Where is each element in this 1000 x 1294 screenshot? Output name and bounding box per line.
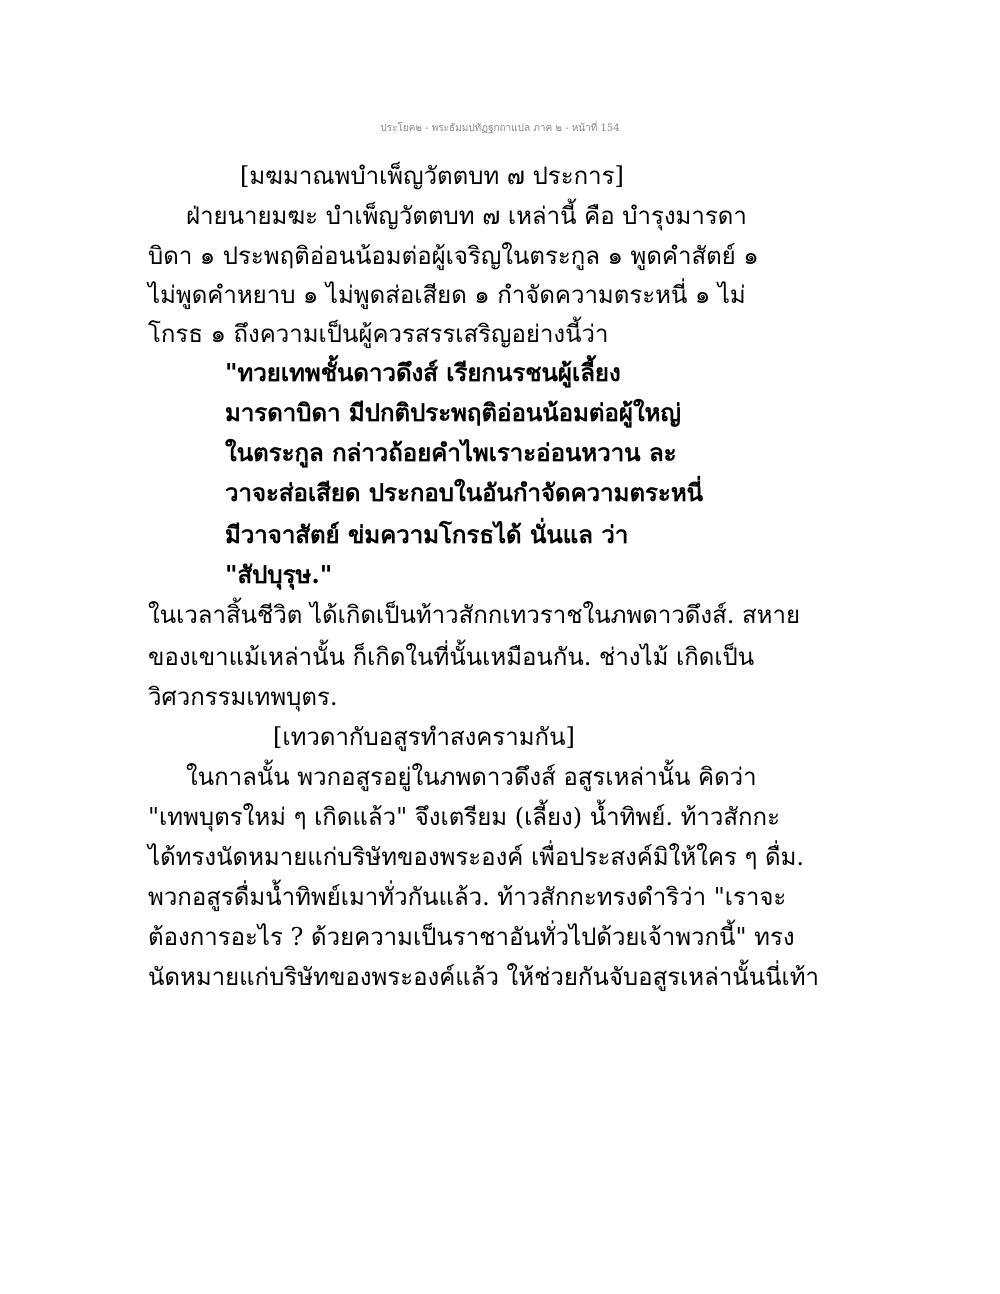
verse-line: "ทวยเทพชั้นดาวดึงส์ เรียกนรชนผู้เลี้ยง [225, 358, 621, 387]
verse-line: มีวาจาสัตย์ ข่มความโกรธได้ นั่นแล ว่า [225, 520, 629, 549]
verse-line: วาจะส่อเสียด ประกอบในอันกำจัดความตระหนี่ [225, 478, 704, 507]
paragraph-line: นัดหมายแก่บริษัทของพระองค์แล้ว ให้ช่วยกันจับอสูรเหล่านั้นนี่เท้า [148, 963, 820, 991]
section-heading: [เทวดากับอสูรทำสงครามกัน] [273, 723, 575, 751]
page-header: ประโยค๒ - พระธัมมปทัฏฐกถาแปล ภาค ๒ - หน้าที่ 154 [380, 123, 620, 134]
verse-line: มารดาบิดา มีปกติประพฤติอ่อนน้อมต่อผู้ใหญ่ [225, 398, 681, 427]
paragraph-line: บิดา ๑ ประพฤติอ่อนน้อมต่อผู้เจริญในตระกูล ๑ พูดคำสัตย์ ๑ [148, 242, 759, 270]
paragraph-line: วิศวกรรมเทพบุตร. [148, 683, 338, 711]
paragraph-line: ในเวลาสิ้นชีวิต ได้เกิดเป็นท้าวสักกเทวราชในภพดาวดึงส์. สหาย [148, 601, 801, 629]
paragraph-line: โกรธ ๑ ถึงความเป็นผู้ควรสรรเสริญอย่างนี้ว่า [148, 320, 609, 348]
paragraph-line: ต้องการอะไร ? ด้วยความเป็นราชาอันทั่วไปด้วยเจ้าพวกนี้" ทรง [148, 923, 795, 951]
paragraph-line: พวกอสูรดื่มน้ำทิพย์เมาทั่วกันแล้ว. ท้าวสักกะทรงดำริว่า "เราจะ [148, 883, 787, 911]
verse-line: "สัปบุรุษ." [225, 560, 333, 589]
paragraph-line: "เทพบุตรใหม่ ๆ เกิดแล้ว" จึงเตรียม (เลี้ยง) น้ำทิพย์. ท้าวสักกะ [148, 803, 780, 831]
paragraph-line: ของเขาแม้เหล่านั้น ก็เกิดในที่นั้นเหมือนกัน. ช่างไม้ เกิดเป็น [148, 643, 755, 671]
paragraph-line: ฝ่ายนายมฆะ บำเพ็ญวัตตบท ๗ เหล่านี้ คือ บำรุงมารดา [186, 202, 747, 230]
paragraph-line: ในกาลนั้น พวกอสูรอยู่ในภพดาวดึงส์ อสูรเหล่านั้น คิดว่า [186, 763, 757, 791]
section-heading: [มฆมาณพบำเพ็ญวัตตบท ๗ ประการ] [240, 162, 624, 190]
paragraph-line: ได้ทรงนัดหมายแก่บริษัทของพระองค์ เพื่อประสงค์มิให้ใคร ๆ ดื่ม. [148, 843, 805, 871]
verse-line: ในตระกูล กล่าวถ้อยคำไพเราะอ่อนหวาน ละ [225, 438, 677, 467]
paragraph-line: ไม่พูดคำหยาบ ๑ ไม่พูดส่อเสียด ๑ กำจัดความตระหนี่ ๑ ไม่ [148, 281, 746, 309]
